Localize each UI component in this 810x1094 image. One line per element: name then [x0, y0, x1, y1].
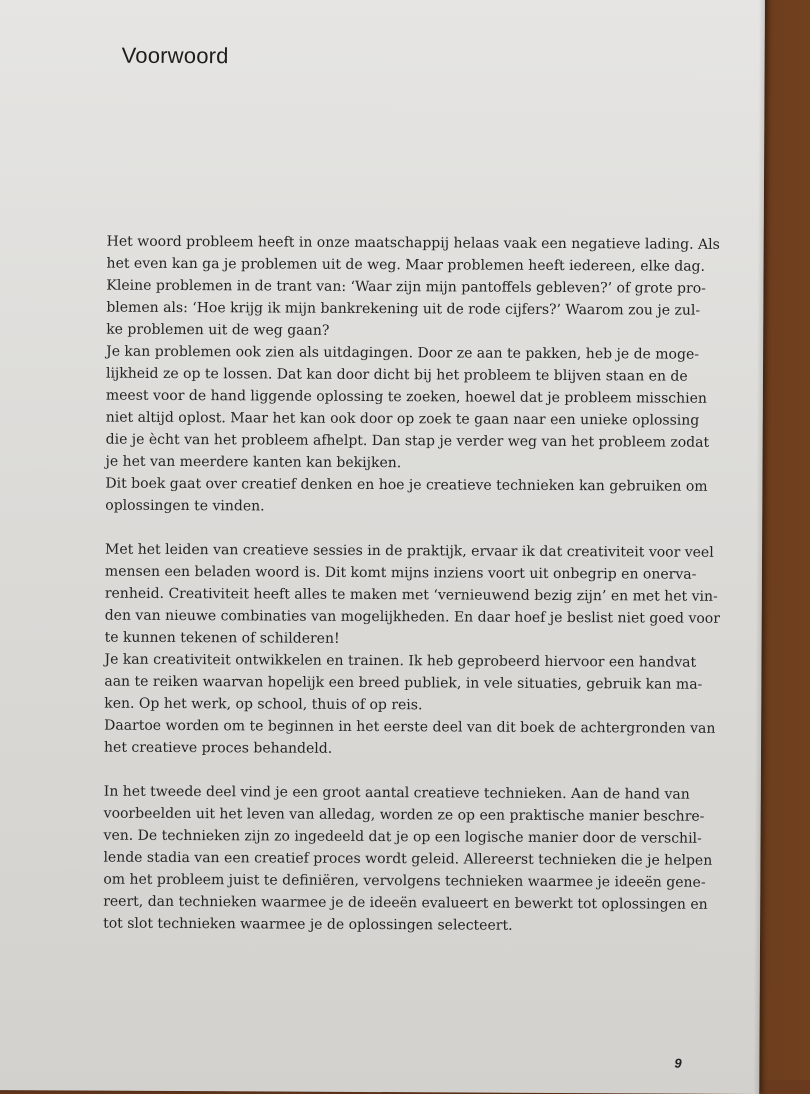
- paragraph-2: [103, 539, 720, 762]
- text-line: renheid. Creativiteit heeft alles te maken met ‘vernieuwend bezig zijn’ en met het vin-: [104, 585, 718, 605]
- text-line: reert, dan technieken waarmee je de ideeën evalueert en bewerkt tot oplossingen en: [103, 893, 708, 913]
- text-line: Daartoe worden om te beginnen in het eerste deel van dit boek de achtergronden van: [104, 717, 716, 737]
- page-heading: Voorwoord: [121, 42, 229, 69]
- paragraph-3: [103, 781, 713, 938]
- text-line: lijkheid ze op te lossen. Dat kan door dicht bij het probleem te blijven staan en de: [105, 365, 688, 385]
- text-line: voorbeelden uit het leven van alledag, worden ze op een praktische manier beschre-: [103, 805, 705, 825]
- text-line: den van nieuwe combinaties van mogelijkheden. En daar hoef je beslist niet goed voor: [104, 607, 720, 627]
- text-line: Kleine problemen in de trant van: ‘Waar zijn mijn pantoffels gebleven?’ of grote pro-: [106, 277, 706, 297]
- text-line: ke problemen uit de weg gaan?: [106, 321, 330, 339]
- text-line: te kunnen tekenen of schilderen!: [104, 629, 340, 647]
- text-line: om het probleem juist te definiëren, vervolgens technieken waarmee je ideeën gene-: [103, 871, 706, 891]
- text-line: Het woord probleem heeft in onze maatschappij helaas vaak een negatieve lading. Als: [106, 233, 720, 253]
- page-number: 9: [674, 1055, 682, 1071]
- text-line: het even kan ga je problemen uit de weg. Maar problemen heeft iedereen, elke dag.: [106, 255, 706, 275]
- text-line: Dit boek gaat over creatief denken en hoe je creatieve technieken kan gebruiken om: [105, 475, 708, 495]
- text-line: mensen een beladen woord is. Dit komt mijns inziens voort uit onbegrip en onerva-: [104, 563, 697, 583]
- text-line: die je ècht van het probleem afhelpt. Dan stap je verder weg van het probleem zodat: [105, 431, 710, 451]
- body-text: [103, 231, 720, 960]
- text-line: tot slot technieken waarmee je de oplossingen selecteert.: [103, 915, 513, 934]
- text-line: In het tweede deel vind je een groot aantal creatieve technieken. Aan de hand van: [103, 783, 690, 803]
- text-line: je het van meerdere kanten kan bekijken.: [105, 453, 402, 472]
- text-line: ken. Op het werk, op school, thuis of op reis.: [104, 695, 423, 714]
- text-line: blemen als: ‘Hoe krijg ik mijn bankrekening uit de rode cijfers?’ Waarom zou je zul-: [106, 299, 701, 319]
- text-line: oplossingen te vinden.: [105, 497, 265, 515]
- text-line: lende stadia van een creatief proces wordt geleid. Allereerst technieken die je helpen: [103, 849, 713, 869]
- text-line: meest voor de hand liggende oplossing te zoeken, hoewel dat je probleem misschien: [105, 387, 707, 407]
- text-line: Met het leiden van creatieve sessies in de praktijk, ervaar ik dat creativiteit voor veel: [105, 541, 714, 561]
- text-line: Je kan problemen ook zien als uitdagingen. Door ze aan te pakken, heb je de moge-: [106, 343, 700, 363]
- paragraph-1: [105, 231, 720, 520]
- text-line: niet altijd oplost. Maar het kan ook door op zoek te gaan naar een unieke oplossing: [105, 409, 700, 429]
- text-line: ven. De technieken zijn zo ingedeeld dat je op een logische manier door de verschil-: [103, 827, 702, 847]
- text-line: aan te reiken waarvan hopelijk een breed publiek, in vele situaties, gebruik kan ma-: [104, 673, 703, 693]
- text-line: het creatieve proces behandeld.: [103, 739, 333, 757]
- text-line: Je kan creativiteit ontwikkelen en trainen. Ik heb geprobeerd hiervoor een handvat: [104, 651, 697, 671]
